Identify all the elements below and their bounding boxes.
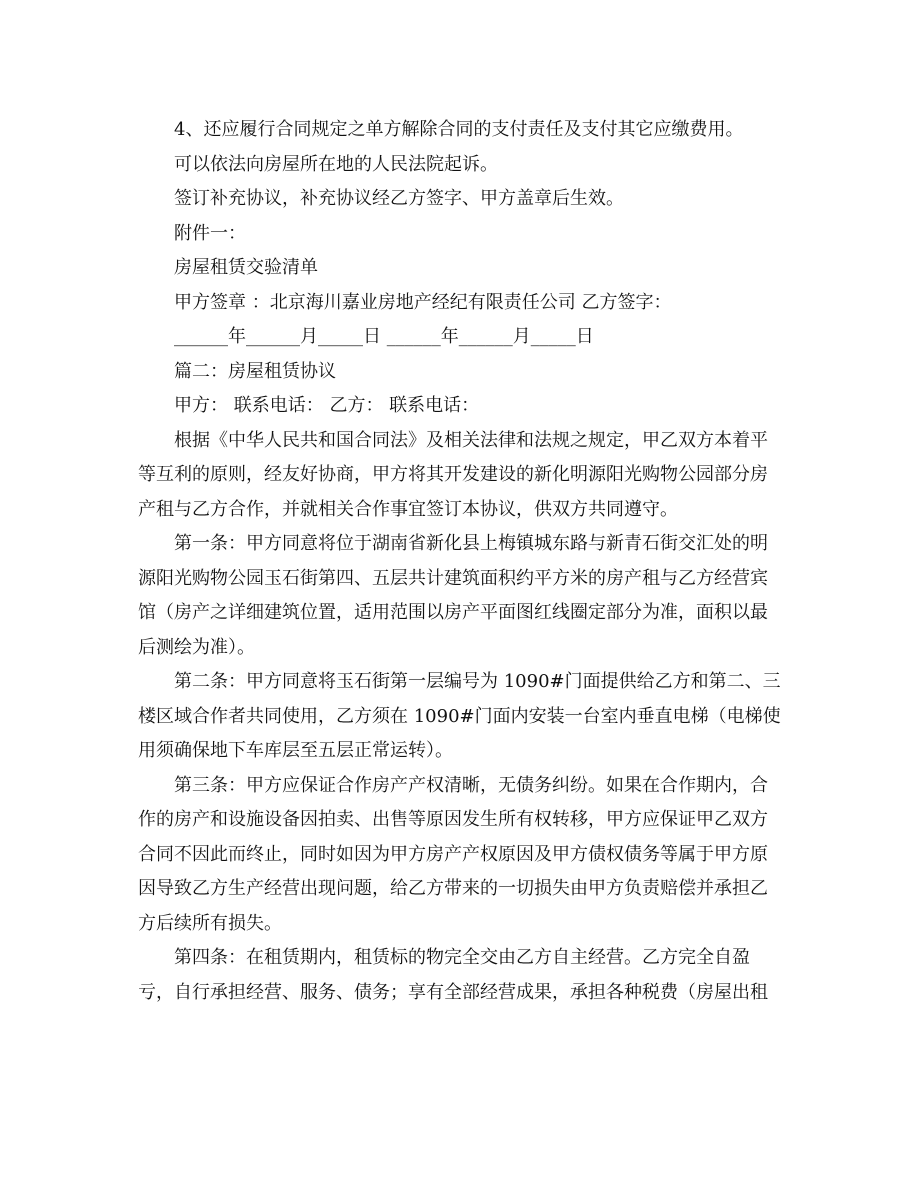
text-line: 合同不因此而终止，同时如因为甲方房产产权原因及甲方债权债务等属于甲方原 [138,843,768,865]
text-line: 产租与乙方合作，并就相关合作事宜签订本协议，供双方共同遵守。 [138,498,678,520]
paragraph-article-3 [138,769,776,942]
text-line: 方后续所有损失。 [138,912,282,934]
date-line: ______年______月_____日 ______年______月_____日 [174,326,594,347]
paragraph-preamble [138,424,776,528]
text-line: 作的房产和设施设备因拍卖、出售等原因发生所有权转移，甲方应保证甲乙双方 [138,809,768,830]
clause-line: 可以依法向房屋所在地的人民法院起诉。 [174,153,498,175]
text-line: 第一条：甲方同意将位于湖南省新化县上梅镇城东路与新青石街交汇处的明 [174,533,768,554]
text-line: 根据《中华人民共和国合同法》及相关法律和法规之规定，甲乙双方本着平 [174,429,768,451]
document-body [138,113,781,1010]
section-title: 篇二：房屋租赁协议 [174,360,336,382]
text-line: 第三条：甲方应保证合作房产产权清晰，无债务纠纷。如果在合作期内，合 [174,774,768,796]
paragraph-article-4 [138,941,776,1010]
text-line: 馆（房产之详细建筑位置，适用范围以房产平面图红线圈定部分为准，面积以最 [138,602,768,623]
text-line: 因导致乙方生产经营出现问题，给乙方带来的一切损失由甲方负责赔偿并承担乙 [138,878,768,899]
text-line: 等互利的原则，经友好协商，甲方将其开发建设的新化明源阳光购物公园部分房 [138,464,768,485]
paragraph-article-1 [138,527,776,665]
text-line: 用须确保地下车库层至五层正常运转）。 [138,740,453,761]
paragraph-article-2 [138,665,781,769]
attachment-title: 房屋租赁交验清单 [174,257,318,278]
signature-line: 甲方签章 ：北京海川嘉业房地产经纪有限责任公司 乙方签字： [174,291,672,313]
text-line: 第二条：甲方同意将玉石街第一层编号为 1090#门面提供给乙方和第二、三 [174,671,781,692]
parties-line: 甲方： 联系电话： 乙方： 联系电话： [174,395,480,416]
text-line: 后测绘为准）。 [138,636,255,658]
text-line: 源阳光购物公园玉石街第四、五层共计建筑面积约平方米的房产租与乙方经营宾 [138,567,768,589]
text-line: 第四条：在租赁期内，租赁标的物完全交由乙方自主经营。乙方完全自盈 [174,947,750,968]
clause-line: 签订补充协议，补充协议经乙方签字、甲方盖章后生效。 [174,188,624,209]
attachment-label: 附件一： [174,222,246,244]
clause-line: 4、还应履行合同规定之单方解除合同的支付责任及支付其它应缴费用。 [174,119,744,140]
text-line: 楼区域合作者共同使用，乙方须在 1090#门面内安装一台室内垂直电梯（电梯使 [138,705,781,727]
text-line: 亏，自行承担经营、服务、债务；享有全部经营成果，承担各种税费（房屋出租 [138,981,768,1003]
